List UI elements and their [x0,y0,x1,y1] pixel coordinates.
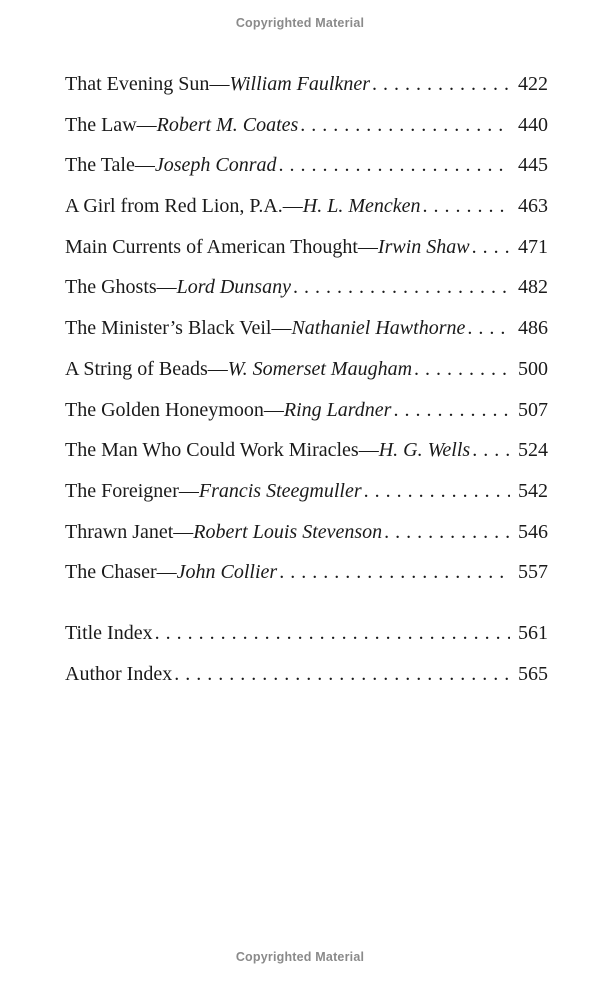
em-dash: — [136,113,157,136]
toc-entry [65,512,548,553]
story-title: The Ghosts [65,276,157,299]
story-author: Nathaniel Hawthorne [291,317,466,340]
toc-entry [65,105,548,146]
dot-leader [414,349,510,390]
toc-index-entry [65,613,548,654]
section-gap [65,593,548,613]
page-number: 422 [518,73,548,95]
em-dash: — [156,561,177,584]
toc-entry [65,552,548,593]
dot-leader [279,145,510,186]
story-author: Lord Dunsany [176,276,291,299]
page-number: 542 [518,479,548,502]
story-title: The Tale [65,154,135,177]
em-dash: — [178,479,199,502]
story-title: A Girl from Red Lion, P.A. [65,195,283,218]
toc-entry [65,145,548,186]
toc-entry [65,308,548,349]
story-title: The Golden Honeymoon [65,398,264,421]
page-number: 500 [518,357,548,380]
story-title: The Foreigner [65,479,179,502]
story-title: The Law [65,113,137,136]
story-title: Thrawn Janet [65,520,174,543]
story-title: The Chaser [65,561,157,584]
story-author: Robert M. Coates [156,113,299,136]
index-title: Author Index [65,662,173,685]
dot-leader [293,267,510,308]
toc-entry [65,64,548,105]
page-number: 445 [518,154,548,177]
story-title: That Evening Sun [65,73,210,95]
story-author: Joseph Conrad [154,154,277,177]
page-number: 463 [518,195,548,218]
page-number: 546 [518,520,548,543]
dot-leader [472,227,510,268]
em-dash: — [173,520,194,543]
page-number: 440 [518,113,548,136]
em-dash: — [357,235,378,258]
story-author: Ring Lardner [283,398,392,421]
toc-entry [65,227,548,268]
index-title: Title Index [65,622,153,645]
toc-entry [65,430,548,471]
em-dash: — [271,317,292,340]
page-number: 507 [518,398,548,421]
story-title: The Man Who Could Work Miracles [65,439,359,462]
story-author: H. L. Mencken [302,195,421,218]
dot-leader [155,613,510,654]
dot-leader [467,308,510,349]
toc-entry [65,390,548,431]
dot-leader [364,471,510,512]
page-number: 565 [518,662,548,685]
dot-leader [300,105,510,146]
story-author: John Collier [176,561,278,584]
dot-leader [393,390,510,431]
dot-leader [423,186,510,227]
page-number: 482 [518,276,548,299]
dot-leader [384,512,510,553]
copyright-notice-top: Copyrighted Material [235,16,365,30]
table-of-contents [65,64,548,695]
dot-leader [279,552,510,593]
story-author: Irwin Shaw [377,235,470,258]
em-dash: — [134,154,155,177]
story-author: H. G. Wells [378,439,471,462]
copyright-notice-bottom: Copyrighted Material [235,950,365,964]
toc-entry [65,349,548,390]
story-author: W. Somerset Maugham [227,357,413,380]
page-number: 557 [518,561,548,584]
page-number: 561 [518,622,548,645]
page-number: 524 [518,439,548,462]
em-dash: — [282,195,303,218]
em-dash: — [263,398,284,421]
em-dash: — [209,73,230,95]
story-author: Francis Steegmuller [198,479,362,502]
page-number: 471 [518,235,548,258]
dot-leader [472,430,510,471]
em-dash: — [156,276,177,299]
story-title: A String of Beads [65,357,208,380]
story-author: William Faulkner [229,73,370,95]
story-author: Robert Louis Stevenson [193,520,383,543]
toc-entry [65,186,548,227]
story-title: Main Currents of American Thought [65,235,358,258]
story-title: The Minister’s Black Veil [65,317,272,340]
em-dash: — [207,357,228,380]
em-dash: — [358,439,379,462]
toc-entry [65,471,548,512]
dot-leader [372,64,510,105]
toc-entry [65,267,548,308]
page-number: 486 [518,317,548,340]
dot-leader [174,654,510,695]
toc-index-entry [65,654,548,695]
